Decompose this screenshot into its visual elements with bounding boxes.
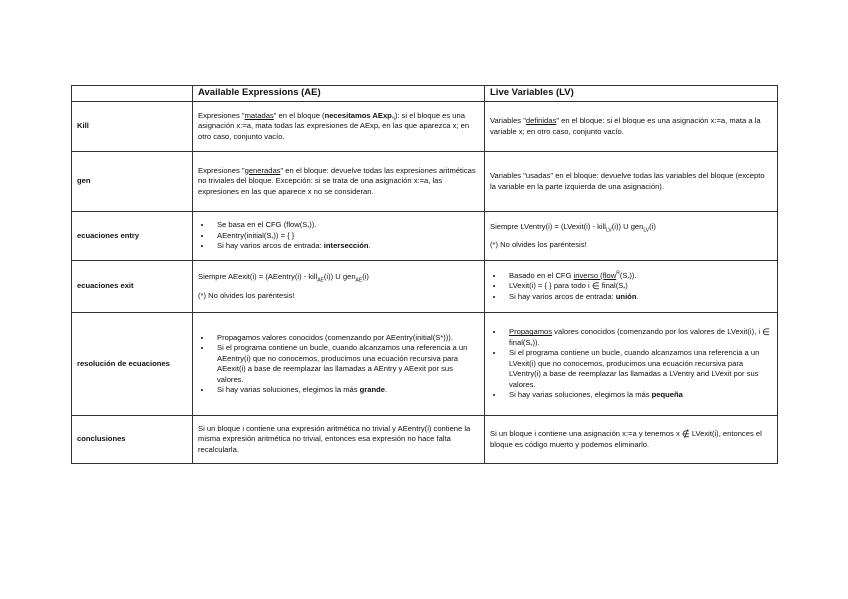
not-element-of-icon: ∉	[681, 429, 690, 439]
kill-ae-underlined: matadas	[244, 110, 274, 120]
entry-lv-equation: Siempre LVentry(i) = (LVexit(i) - kill$_{LV}$(i)) U gen$_{LV}$(i)	[490, 221, 656, 234]
list-item: • Propagamos valores conocidos (comenzando por los valores de LVexit(i), i ∈ $final(S_*)$).	[504, 327, 772, 348]
table-row-resolution	[72, 313, 778, 416]
exit-ae-note: (*) No olvides los paréntesis!	[198, 290, 295, 300]
kill-ae-cell	[193, 102, 485, 152]
row-label-entry: ecuaciones entry	[72, 212, 193, 261]
kill-lv-underlined: definidas	[525, 116, 557, 125]
list-item: • $AEentry(initial(S_*))$ = { }	[212, 231, 479, 242]
resolution-lv-list	[490, 327, 772, 401]
table-row-kill	[72, 102, 778, 152]
exit-lv-list	[490, 271, 772, 303]
kill-ae-text: en las que aparezca x; en otro caso, conjunto vacío.	[198, 121, 470, 141]
kill-ae-text: ): si el bloque es una asignación x:=a, mata todas las expresiones de AExp	[198, 110, 465, 131]
gen-ae-text: Expresiones "	[198, 165, 245, 175]
list-item: • Propagamos valores conocidos (comenzando por AEentry(initial(S*))).	[212, 333, 479, 344]
list-item: • Si el programa contiene un bucle, cuando alcanzamos una referencia a un AEentry(i) que no conocemos, producimos una ecuación recursiva para AEexit(i) a base de reemplazar las llamadas a AEntry y AEexit por sus valores.	[212, 343, 479, 385]
kill-lv-cell	[485, 102, 778, 152]
element-of-icon: ∈	[591, 281, 600, 292]
resolution-ae-cell	[193, 313, 485, 416]
list-item: • Si hay varios arcos de entrada: intersección.	[212, 241, 479, 252]
list-item: • Si hay varios arcos de entrada: unión.	[504, 292, 772, 303]
kill-lv-text: Variables "	[490, 116, 526, 125]
comparison-table	[71, 85, 778, 464]
kill-lv-text: " en el bloque: si el bloque es una asignación x:=a, mata a la variable x; en otro caso, conjunto vacío.	[490, 116, 761, 136]
row-label-conclusions: conclusiones	[72, 416, 193, 464]
gen-ae-text: " en el bloque: devuelve todas las expresiones aritméticas no triviales del bloque. Excepción: si se trata de una asignación x:=a, las expresiones en las que aparece x no se consideran.	[198, 165, 476, 196]
entry-lv-cell	[485, 212, 778, 261]
table-row-exit	[72, 261, 778, 313]
gen-ae-underlined: generadas	[244, 165, 281, 175]
element-of-icon: ∈	[762, 327, 770, 338]
header-empty-cell	[72, 86, 193, 102]
list-item: • Si hay varias soluciones, elegimos la más pequeña	[504, 390, 772, 401]
resolution-lv-cell	[485, 313, 778, 416]
conclusions-ae-cell: Si un bloque i contiene una expresión aritmética no trivial y AEentry(i) contiene la misma expresión aritmética no trivial, entonces esa expresión no hace falta recalcularla.	[193, 416, 485, 464]
kill-ae-text: " en el bloque (	[273, 110, 325, 120]
resolution-ae-list	[198, 333, 479, 396]
kill-ae-text: Expresiones "	[198, 110, 245, 120]
table-row-entry	[72, 212, 778, 261]
table-row-gen	[72, 152, 778, 212]
entry-lv-note: (*) No olvides los paréntesis!	[490, 240, 587, 249]
header-row	[72, 86, 778, 102]
row-label-kill: Kill	[72, 102, 193, 152]
exit-ae-equation: Siempre AEexit(i) = (AEentry(i) - kill$_{AE}$(i)) U gen$_{AE}$(i)	[198, 272, 369, 284]
row-label-gen: gen	[72, 152, 193, 212]
gen-lv-cell: Variables "usadas" en el bloque: devuelve todas las variables del bloque (excepto la variable en la parte izquierda de una asignación).	[485, 152, 778, 212]
list-item: • Si hay varias soluciones, elegimos la más grande.	[212, 385, 479, 396]
table-row-conclusions	[72, 416, 778, 464]
kill-ae-bold: necesitamos AExp	[324, 110, 392, 120]
row-label-exit: ecuaciones exit	[72, 261, 193, 313]
header-available-expressions: Available Expressions (AE)	[193, 86, 485, 102]
kill-ae-subscript: *	[378, 126, 380, 133]
conclusions-lv-cell: Si un bloque i contiene una asignación x:=a y tenemos x ∉ LVexit(i), entonces el bloque es código muerto y podemos eliminarlo.	[485, 416, 778, 464]
gen-ae-cell	[193, 152, 485, 212]
list-item: • Se basa en el CFG $(flow(S_*))$.	[212, 220, 479, 231]
exit-ae-cell	[193, 261, 485, 313]
row-label-resolution: resolución de ecuaciones	[72, 313, 193, 416]
list-item: • LVexit(i) = { } para todo i ∈ $final(S_*)$	[504, 281, 772, 292]
exit-lv-cell	[485, 261, 778, 313]
entry-ae-list	[198, 220, 479, 252]
header-live-variables: Live Variables (LV)	[485, 86, 778, 102]
entry-ae-cell	[193, 212, 485, 261]
list-item: • Si el programa contiene un bucle, cuando alcanzamos una referencia a un LVexit(i) que no conocemos, producimos una ecuación recursiva para LVentry(i) a base de reemplazar las llamadas a LVentry and LVexit por sus valores.	[504, 348, 772, 390]
kill-ae-subscript: *i	[391, 116, 395, 123]
list-item: • Basado en el CFG inverso $(flow^R(S_*))$.	[504, 271, 772, 282]
